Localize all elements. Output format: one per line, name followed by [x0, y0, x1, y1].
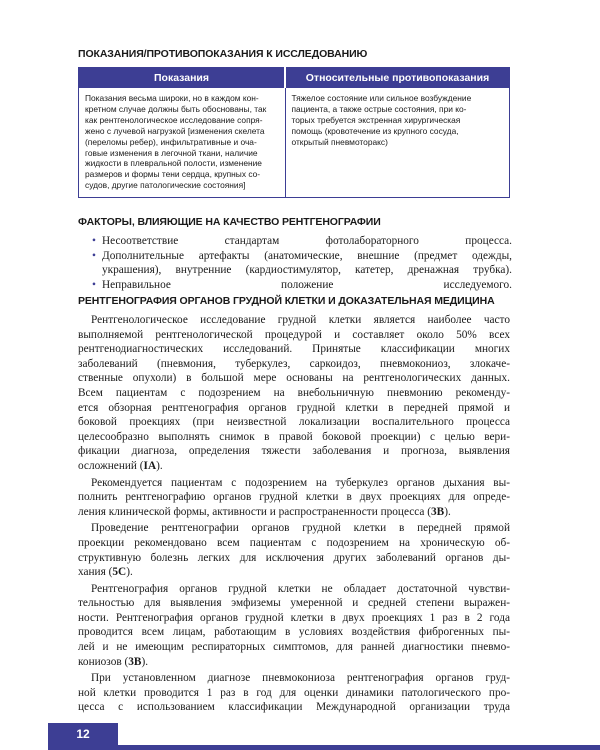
cell-line: торых требуется экстренная хирургическая: [291, 114, 461, 125]
cell-line: открытый пневмоторакс): [291, 136, 388, 147]
evidence-level: 5C: [112, 566, 127, 579]
evidence-level: 3B: [128, 655, 142, 668]
table-header-contraindications: Относительные противопоказания: [285, 68, 510, 88]
cell-line: жидкости в плевральной полости, изменение: [85, 158, 262, 169]
indications-table: [78, 67, 510, 198]
page-number: 12: [48, 723, 118, 745]
evidence-level: 3B: [431, 505, 445, 518]
table-header-indications: Показания: [79, 68, 286, 88]
bottom-rule: [48, 745, 600, 750]
cell-line: пациента, а также острые состояния, при ко-: [291, 103, 467, 114]
list-item: • Несоответствие стандартам фотолабораторного процесса.: [92, 234, 512, 249]
cell-line: Показания весьма широки, но в каждом кон-: [85, 93, 259, 103]
cell-line: Тяжелое состояние или сильное возбуждение: [291, 93, 472, 103]
table-cell-indications: [79, 88, 286, 198]
cell-line: жено с лучевой нагрузкой [изменения скелета: [85, 125, 265, 136]
cell-line: помощь (кровотечение из крупного сосуда,: [291, 125, 459, 136]
paragraph: Проведение рентгенографии органов грудной клетки в передней прямой проекции рекомендовано всем пациентам с подозрением на хроническую об- структивную болезнь легких для исключения других заболеваний органов ды- хания (5C).: [78, 522, 510, 579]
cell-line: размеров и формы тени сердца, крупных со-: [85, 169, 261, 180]
body-text: [78, 313, 510, 717]
section-heading-indications: ПОКАЗАНИЯ/ПРОТИВОПОКАЗАНИЯ К ИССЛЕДОВАНИЮ: [78, 48, 368, 60]
paragraph: Рентгенография органов грудной клетки не обладает достаточной чувстви- тельностью для выявления эмфиземы умеренной и средней степени выражен- ности. Рентгенография органов грудной клетки в двух проекциях 1 раз в 2 года проводится всем лицам, работающим в условиях воздействия фиброгенных пы- лей и не имеющим респираторных симптомов, для ранней диагностики пневмо- кониозов (3B).: [78, 582, 510, 668]
section-heading-factors: ФАКТОРЫ, ВЛИЯЮЩИЕ НА КАЧЕСТВО РЕНТГЕНОГРАФИИ: [78, 216, 381, 228]
cell-line: (переломы ребер), инфильтративные и оча-: [85, 136, 257, 147]
factors-list: [92, 234, 512, 292]
cell-line: кретном случае должны быть обоснованы, так: [85, 103, 267, 114]
paragraph: Рентгенологическое исследование грудной клетки является наиболее часто выполняемой рентгенологической процедурой и составляет около 50% всех рентгенодиагностических исследований. Принятые классификации многих заболеваний (пневмония, туберкулез, саркоидоз, пневмокониоз, злокаче- ственные опухоли) в большой мере основаны на рентгенологических данных. Всем пациентам с подозрением на внебольничную пневмонию рекоменду- ется обзорная рентгенография органов грудной клетки в передней прямой и боковой проекциях (при неизвестной локализации воспалительного процесса целесообразно выполнять снимок в правой боковой проекции) с целью вери- фикации диагноза, определения тяжести заболевания и прогноза, выявления осложнений (IA).: [78, 314, 510, 472]
list-item: • Дополнительные артефакты (анатомические, внешние (предмет одежды, украшения), внутренние (кардиостимулятор, катетер, дренажная трубка).: [92, 249, 512, 278]
paragraph: При установленном диагнозе пневмокониоза рентгенография органов груд- ной клетки проводится 1 раз в год для оценки динамики патологического про- цесса с использованием классификации Международной организации труда: [78, 672, 510, 714]
paragraph: Рекомендуется пациентам с подозрением на туберкулез органов дыхания вы- полнить рентгенографию органов грудной клетки в двух проекциях для опреде- ления клинической формы, активности и распространенности процесса (3B).: [78, 476, 510, 518]
evidence-level: IA: [143, 459, 157, 472]
table-cell-contraindications: [285, 88, 510, 198]
cell-line: говые изменения в легочной ткани, наличие: [85, 147, 258, 158]
section-heading-chest: РЕНТГЕНОГРАФИЯ ОРГАНОВ ГРУДНОЙ КЛЕТКИ И ДОКАЗАТЕЛЬНАЯ МЕДИЦИНА: [78, 295, 495, 307]
cell-line: как рентгенологическое исследование сопря-: [85, 114, 263, 125]
list-item: • Неправильное положение исследуемого.: [92, 278, 512, 293]
cell-line: судов, другие патологические состояния]: [85, 180, 246, 191]
